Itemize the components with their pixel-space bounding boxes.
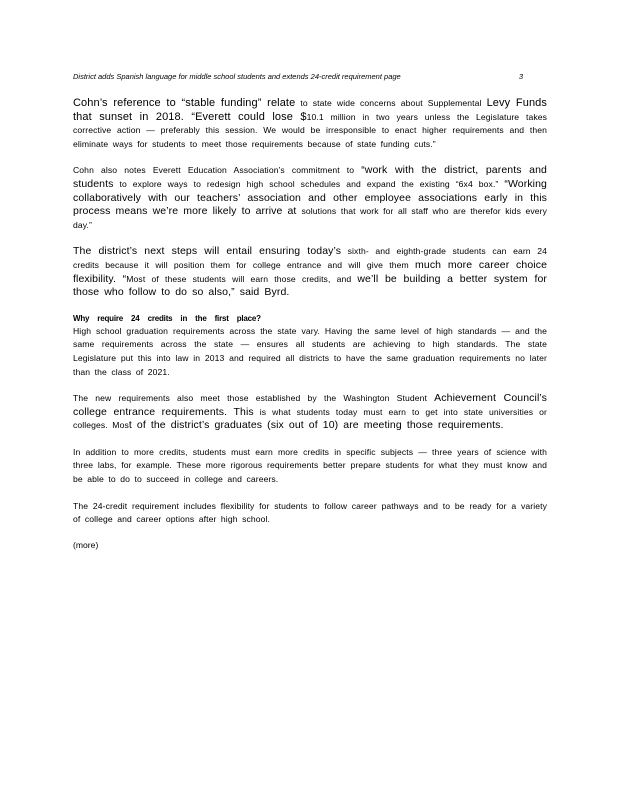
paragraph-flexibility: The 24-credit requirement includes flexibility for students to follow career pathways and to be ready for a variety of college and career options after high school.: [73, 500, 547, 525]
paragraph-association: Cohn also notes Everett Education Association’s commitment to “work with the district, parents and students to explore ways to redesign high school schedules and expand the existing “6x4 box.” “Working collaboratively with our teachers’ association and other employee associations early in this process means we’re more likely to arrive at solutions that work for all staff who are therefor kids every day.”: [73, 164, 547, 230]
section-subheading: Why require 24 credits in the first place?: [73, 313, 261, 323]
paragraph-funding: Cohn’s reference to “stable funding” relate to state wide concerns about Supplemental Levy Funds that sunset in 2018. “Everett could lose $10.1 million in two years unless the Legislature takes corrective action — preferably this session. We would be irresponsible to enact higher requirements and then eliminate ways for students to meet those requirements because of state funding cuts.”: [73, 97, 547, 149]
more-marker: (more): [73, 539, 99, 550]
paragraph-next-steps: The district’s next steps will entail ensuring today’s sixth- and eighth-grade students can earn 24 credits because it will position them for college entrance and will give them much more career choice flexibility. “Most of these students will earn those credits, and we’ll be building a better system for those who follow to do so also,” said Byrd.: [73, 245, 548, 299]
header-title: District adds Spanish language for middle school students and extends 24-credit requirement page: [73, 72, 401, 81]
document-body: [73, 97, 547, 550]
paragraph-council: The new requirements also meet those established by the Washington Student Achievement Council’s college entrance requirements. This is what students today must earn to get into state universities or colleges. Most of the district’s graduates (six out of 10) are meeting those requirements.: [73, 392, 547, 432]
page-number: 3: [518, 72, 523, 81]
paragraph-why: High school graduation requirements across the state vary. Having the same level of high standards — and the same requirements across the state — ensures all students are achieving to high standards. The state Legislature put this into law in 2013 and required all districts to have the same graduation requirements no later than the class of 2021.: [73, 325, 547, 377]
running-header: [73, 72, 523, 81]
paragraph-subjects: In addition to more credits, students must earn more credits in specific subjects — three years of science with three labs, for example. These more rigorous requirements better prepare students for what they must know and be able to do to succeed in college and careers.: [73, 446, 547, 485]
